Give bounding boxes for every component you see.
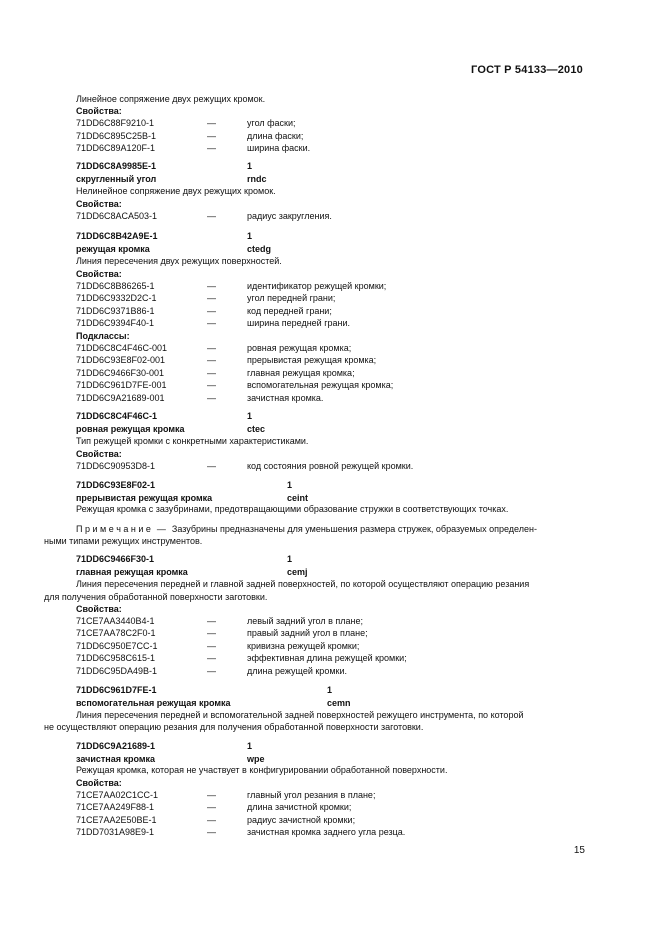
class-version: 1 xyxy=(247,161,253,171)
property-code: 71DD6C95DA49B-1 xyxy=(76,665,158,676)
property-dash: — xyxy=(207,118,216,128)
class-code: 71DD6C961D7FE-1 xyxy=(76,685,157,695)
subclass-dash: — xyxy=(207,343,216,353)
class-code: 71DD6C8A9985E-1 xyxy=(76,161,157,171)
property-text: код состояния ровной режущей кромки. xyxy=(247,461,414,471)
class-symbol: ctedg xyxy=(247,244,272,254)
property-text: длина режущей кромки. xyxy=(247,665,347,676)
subclass-code: 71DD6C93E8F02-001 xyxy=(76,355,166,366)
description: Режущая кромка, которая не участвует в конфигурировании обработанной поверхности. xyxy=(76,765,448,775)
standard-header: ГОСТ Р 54133—2010 xyxy=(471,64,583,76)
description-continuation: для получения обработанной поверхности заготовки. xyxy=(44,592,268,602)
class-symbol: cemn xyxy=(327,698,351,708)
class-version: 1 xyxy=(287,480,293,490)
property-text: главный угол резания в плане; xyxy=(247,790,376,800)
properties-label: Свойства: xyxy=(76,449,122,459)
class-name: ровная режущая кромка xyxy=(76,424,185,434)
property-text: зачистная кромка заднего угла резца. xyxy=(247,827,406,838)
subclass-dash: — xyxy=(207,380,216,391)
description: Линия пересечения двух режущих поверхностей. xyxy=(76,256,282,266)
subclass-code: 71DD6C9A21689-001 xyxy=(76,392,165,403)
property-text: длина фаски; xyxy=(247,130,304,141)
description-continuation: не осуществляют операцию резания для получения обработанной поверхности заготовки. xyxy=(44,722,424,732)
properties-label: Свойства: xyxy=(76,778,122,788)
class-symbol: rndc xyxy=(247,174,267,184)
class-symbol: cemj xyxy=(287,567,308,577)
properties-label: Свойства: xyxy=(76,269,122,279)
property-code: 71DD6C958C615-1 xyxy=(76,653,156,664)
property-code: 71DD6C88F9210-1 xyxy=(76,118,155,128)
property-text: длина зачистной кромки; xyxy=(247,802,352,813)
property-code: 71DD7031A98E9-1 xyxy=(76,827,155,838)
property-text: радиус зачистной кромки; xyxy=(247,814,356,825)
class-version: 1 xyxy=(247,741,253,751)
property-dash: — xyxy=(207,293,216,304)
property-dash: — xyxy=(207,640,216,651)
property-text: эффективная длина режущей кромки; xyxy=(247,653,407,664)
property-dash: — xyxy=(207,461,216,471)
property-text: идентификатор режущей кромки; xyxy=(247,281,387,291)
class-code: 71DD6C93E8F02-1 xyxy=(76,480,156,490)
description: Линия пересечения передней и вспомогательной задней поверхностей режущего инструмента, по которой xyxy=(76,710,524,720)
property-code: 71DD6C8ACA503-1 xyxy=(76,211,158,221)
property-text: левый задний угол в плане; xyxy=(247,616,363,626)
subclass-code: 71DD6C9466F30-001 xyxy=(76,367,165,378)
description: Нелинейное сопряжение двух режущих кромок. xyxy=(76,186,276,196)
property-dash: — xyxy=(207,616,216,626)
property-dash: — xyxy=(207,130,216,141)
subclass-text: прерывистая режущая кромка; xyxy=(247,355,377,366)
note-dash: — xyxy=(156,524,166,534)
property-text: ширина передней грани. xyxy=(247,318,350,329)
subclass-dash: — xyxy=(207,367,216,378)
subclass-code: 71DD6C8C4F46C-001 xyxy=(76,343,168,353)
property-code: 71DD6C8B86265-1 xyxy=(76,281,155,291)
subclass-text: зачистная кромка. xyxy=(247,392,324,403)
subclass-dash: — xyxy=(207,355,216,366)
property-code: 71DD6C89A120F-1 xyxy=(76,143,156,153)
subclass-text: главная режущая кромка; xyxy=(247,367,355,378)
page-number: 15 xyxy=(573,845,585,856)
description: Линейное сопряжение двух режущих кромок. xyxy=(76,94,266,104)
class-version: 1 xyxy=(247,231,253,241)
property-text: радиус закругления. xyxy=(247,211,332,221)
description: Линия пересечения передней и главной задней поверхностей, по которой осуществляют операцию резания xyxy=(76,579,530,589)
property-code: 71DD6C90953D8-1 xyxy=(76,461,156,471)
note-label: П р и м е ч а н и е xyxy=(76,524,151,534)
subclass-text: ровная режущая кромка; xyxy=(247,343,352,353)
properties-label: Свойства: xyxy=(76,199,122,209)
class-code: 71DD6C8C4F46C-1 xyxy=(76,411,158,421)
class-symbol: ceint xyxy=(287,493,309,503)
properties-label: Свойства: xyxy=(76,604,122,614)
property-text: угол передней грани; xyxy=(247,293,336,304)
property-code: 71CE7AA3440B4-1 xyxy=(76,616,155,626)
property-dash: — xyxy=(207,211,216,221)
class-version: 1 xyxy=(327,685,333,695)
subclasses-label: Подклассы: xyxy=(76,331,130,341)
property-text: угол фаски; xyxy=(247,118,296,128)
class-version: 1 xyxy=(247,411,253,421)
property-dash: — xyxy=(207,665,216,676)
note-text: Зазубрины предназначены для уменьшения размера стружек, образуемых определен- xyxy=(171,524,537,534)
property-code: 71CE7AA02C1CC-1 xyxy=(76,790,159,800)
property-dash: — xyxy=(207,305,216,316)
class-name: прерывистая режущая кромка xyxy=(76,493,213,503)
property-dash: — xyxy=(207,790,216,800)
class-code: 71DD6C9A21689-1 xyxy=(76,741,156,751)
property-dash: — xyxy=(207,653,216,664)
note xyxy=(76,523,537,535)
class-code: 71DD6C8B42A9E-1 xyxy=(76,231,158,241)
properties-label: Свойства: xyxy=(76,106,122,116)
property-text: кривизна режущей кромки; xyxy=(247,640,360,651)
property-dash: — xyxy=(207,143,216,153)
class-symbol: wpe xyxy=(247,754,265,764)
subclass-dash: — xyxy=(207,392,216,403)
description: Тип режущей кромки с конкретными характеристиками. xyxy=(76,436,309,446)
class-code: 71DD6C9466F30-1 xyxy=(76,554,155,564)
property-dash: — xyxy=(207,802,216,813)
property-dash: — xyxy=(207,318,216,329)
description: Режущая кромка с зазубринами, предотвращающими образование стружки в соответствующих точках. xyxy=(76,504,509,514)
property-code: 71CE7AA78C2F0-1 xyxy=(76,628,156,639)
class-version: 1 xyxy=(287,554,293,564)
property-code: 71DD6C9371B86-1 xyxy=(76,305,155,316)
property-text: правый задний угол в плане; xyxy=(247,628,368,639)
class-name: режущая кромка xyxy=(76,244,150,254)
property-text: код передней грани; xyxy=(247,305,332,316)
property-text: ширина фаски. xyxy=(247,143,311,153)
class-name: главная режущая кромка xyxy=(76,567,188,577)
subclass-code: 71DD6C961D7FE-001 xyxy=(76,380,167,391)
subclass-text: вспомогательная режущая кромка; xyxy=(247,380,394,391)
property-code: 71DD6C950E7CC-1 xyxy=(76,640,158,651)
property-code: 71CE7AA249F88-1 xyxy=(76,802,155,813)
property-code: 71DD6C895C25B-1 xyxy=(76,130,157,141)
class-name: скругленный угол xyxy=(76,174,157,184)
class-name: зачистная кромка xyxy=(76,754,156,764)
property-dash: — xyxy=(207,628,216,639)
note-continuation: ными типами режущих инструментов. xyxy=(44,536,203,546)
property-code: 71DD6C9332D2C-1 xyxy=(76,293,157,304)
property-dash: — xyxy=(207,814,216,825)
property-code: 71DD6C9394F40-1 xyxy=(76,318,155,329)
property-code: 71CE7AA2E50BE-1 xyxy=(76,814,157,825)
class-symbol: ctec xyxy=(247,424,266,434)
property-dash: — xyxy=(207,281,216,291)
class-name: вспомогательная режущая кромка xyxy=(76,698,231,708)
property-dash: — xyxy=(207,827,216,838)
